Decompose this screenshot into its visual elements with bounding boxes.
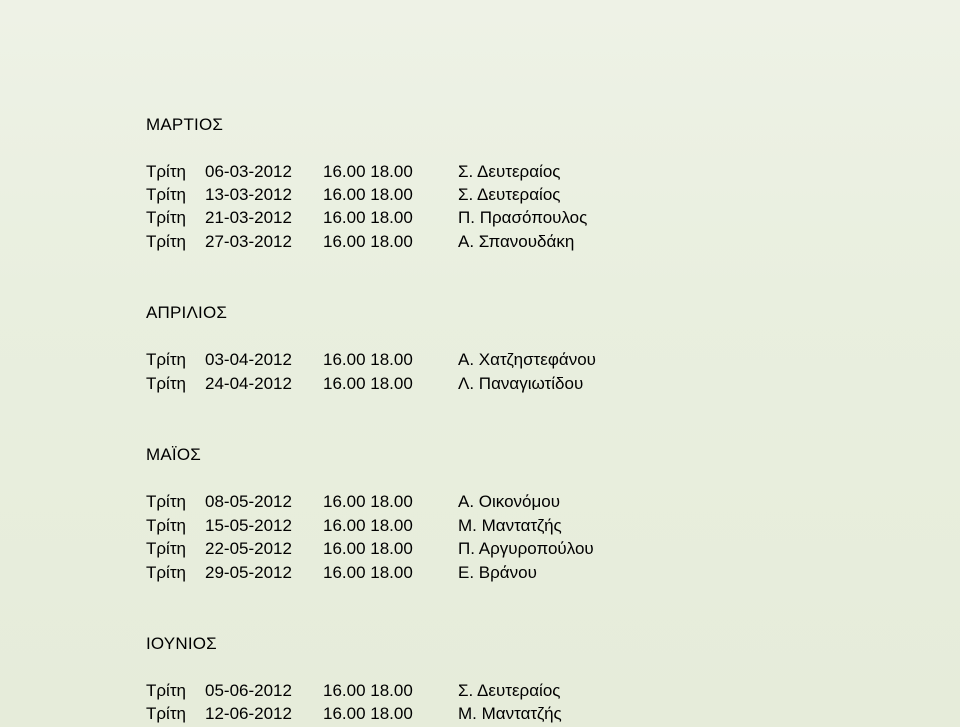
row-day: Τρίτη <box>146 704 187 723</box>
row-date: 13-03-2012 <box>205 185 292 204</box>
schedule-document <box>146 0 946 727</box>
row-date: 03-04-2012 <box>205 350 292 369</box>
row-name: Ε. Βράνου <box>458 563 537 582</box>
row-day: Τρίτη <box>146 350 187 369</box>
row-time: 16.00 18.00 <box>323 185 413 204</box>
row-time: 16.00 18.00 <box>323 516 413 535</box>
row-time: 16.00 18.00 <box>323 162 413 181</box>
row-date: 06-03-2012 <box>205 162 292 181</box>
row-name: Σ. Δευτεραίος <box>458 681 561 700</box>
row-day: Τρίτη <box>146 232 187 251</box>
row-day: Τρίτη <box>146 162 187 181</box>
row-name: Σ. Δευτεραίος <box>458 162 561 181</box>
month-heading-june: ΙΟΥΝΙΟΣ <box>146 634 217 653</box>
row-time: 16.00 18.00 <box>323 704 413 723</box>
row-day: Τρίτη <box>146 563 187 582</box>
row-time: 16.00 18.00 <box>323 563 413 582</box>
row-date: 15-05-2012 <box>205 516 292 535</box>
row-day: Τρίτη <box>146 516 187 535</box>
row-name: Μ. Μαντατζής <box>458 704 562 723</box>
row-time: 16.00 18.00 <box>323 492 413 511</box>
month-heading-march: ΜΑΡΤΙΟΣ <box>146 115 224 134</box>
row-time: 16.00 18.00 <box>323 350 413 369</box>
row-date: 27-03-2012 <box>205 232 292 251</box>
row-day: Τρίτη <box>146 185 187 204</box>
row-date: 24-04-2012 <box>205 374 292 393</box>
row-date: 05-06-2012 <box>205 681 292 700</box>
row-day: Τρίτη <box>146 374 187 393</box>
row-day: Τρίτη <box>146 539 187 558</box>
row-day: Τρίτη <box>146 208 187 227</box>
row-time: 16.00 18.00 <box>323 539 413 558</box>
row-name: Μ. Μαντατζής <box>458 516 562 535</box>
row-name: Σ. Δευτεραίος <box>458 185 561 204</box>
row-name: Α. Σπανουδάκη <box>458 232 575 251</box>
month-heading-may: ΜΑΪΟΣ <box>146 445 201 464</box>
row-time: 16.00 18.00 <box>323 232 413 251</box>
row-name: Α. Οικονόμου <box>458 492 561 511</box>
row-date: 12-06-2012 <box>205 704 292 723</box>
row-name: Π. Πρασόπουλος <box>458 208 588 227</box>
row-name: Λ. Παναγιωτίδου <box>458 374 584 393</box>
row-date: 21-03-2012 <box>205 208 292 227</box>
row-time: 16.00 18.00 <box>323 681 413 700</box>
row-date: 08-05-2012 <box>205 492 292 511</box>
row-time: 16.00 18.00 <box>323 208 413 227</box>
row-date: 29-05-2012 <box>205 563 292 582</box>
row-name: Α. Χατζηστεφάνου <box>458 350 596 369</box>
row-day: Τρίτη <box>146 492 187 511</box>
row-date: 22-05-2012 <box>205 539 292 558</box>
row-name: Π. Αργυροπούλου <box>458 539 594 558</box>
month-heading-april: ΑΠΡΙΛΙΟΣ <box>146 303 228 322</box>
row-day: Τρίτη <box>146 681 187 700</box>
row-time: 16.00 18.00 <box>323 374 413 393</box>
